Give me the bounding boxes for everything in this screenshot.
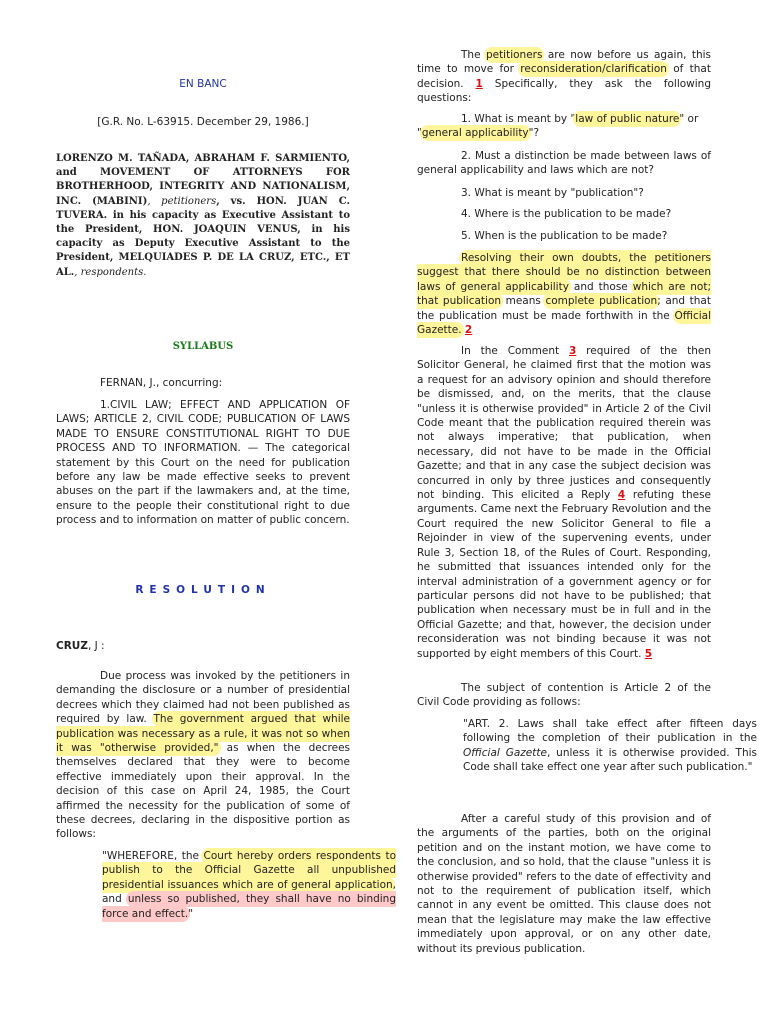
question-1 [417,112,711,141]
respondents-role: , respondents [74,266,144,278]
quote1-text-c: " [188,907,194,920]
rp1-text-a: The [461,49,486,61]
q1-text-b: " or " [417,113,699,140]
highlight-public-nature: law of public nature [575,113,680,125]
case-parties [56,152,350,280]
question-2: 2. Must a distinction be made between laws of general applicability and laws which are not? [417,150,711,177]
highlight-complete-publication: complete publication [545,295,658,308]
right-paragraph-2 [417,251,711,337]
q1-text-c: "? [528,127,540,140]
res-p1-text-b: as when the decrees themselves declared that they were to become effective immediately upon their approval. In the decision of this case on April 24, 1985, the Court affirmed the necessity for the publication of some of these decrees, declaring in the dispositive portion as follows: [56,742,350,841]
highlight-which-are-not: which are not; that publication [417,280,711,308]
article-2-quote [417,717,765,775]
quote1-text-a: "WHEREFORE, the [102,850,204,862]
petitioners-role: , petitioners [147,195,217,207]
art-text-a: "ART. 2. Laws shall take effect after fifteen days following the completion of their publication in the [463,718,757,745]
highlight-binding-force: unless so published, they shall have no binding force and effect. [102,893,397,920]
rp1-text-d: Specifically, they ask the following questions: [417,77,711,105]
case-number: [G.R. No. L-63915. December 29, 1986.] [97,116,309,128]
quote1-text-b: , and [102,878,396,906]
syllabus-heading: SYLLABUS [172,341,234,352]
rp1-text-b: are now before us again, this time to move for [417,49,711,76]
footnote-link-3[interactable]: 3 [569,345,577,357]
ponente-line [56,639,350,653]
rp2-text-c: ; and that the publication must be made forthwith in the [417,295,711,322]
q1-text-a: 1. What is meant by " [461,113,576,125]
vs-respondents: , vs. HON. JUAN C. TUVERA. in his capacity as Executive Assistant to the President, HON. JOAQUIN VENUS, in his capacity as Deputy Executive Assistant to the President, MELQUIADES P. DE LA CRUZ, ETC., ET AL. [56,195,350,278]
rp3-text-b: required of the then Solicitor General, he claimed first that the motion was a request for an advisory opinion and should therefore be dismissed, and, on the merits, that the clause "unless it is otherwise provided" in Article 2 of the Civil Code meant that the publication required therein was not always imperative; that publication, when necessary, did not have to be made in the Official Gazette; and that in any case the subject decision was concurred in only by three justices and consequently not binding. This elicited a Reply [417,345,711,502]
highlight-general-applicability: general applicability [421,127,529,140]
question-3: 3. What is meant by "publication"? [461,187,644,199]
parties-end: . [143,266,147,278]
rp1-text-c: of that decision. [417,63,711,90]
ponente-name: CRUZ [56,640,88,652]
resolution-heading: RESOLUTION [135,584,271,596]
footnote-link-4[interactable]: 4 [617,489,626,502]
highlight-resolving-doubts: Resolving their own doubts, the petitioners suggest that there should be no distinction between laws of general applicability [417,252,711,293]
syllabus-item-1: 1.CIVIL LAW; EFFECT AND APPLICATION OF LAWS; ARTICLE 2, CIVIL CODE; PUBLICATION OF LAWS MADE TO ENSURE CONSTITUTIONAL RIGHT TO DUE PROCESS AND TO INFORMATION. — The categorical statement by this Court on the need for publication before any law be made effective seeks to prevent abuses on the part if the lawmakers and, at the time, ensure to the people their constitutional right to due process and to information on matter of public concern. [56,399,350,527]
highlight-reconsideration: reconsideration/clarification [520,63,667,76]
highlight-official-gazette: Official Gazette. [417,309,711,337]
right-paragraph-5: After a careful study of this provision and of the arguments of the parties, both on the original petition and on the instant motion, we have come to the conclusion, and so hold, that the clause "unless it is otherwise provided" refers to the date of effectivity and not to the requirement of publication itself, which cannot in any event be omitted. This clause does not mean that the legislature may make the law effective immediately upon approval, or on any other date, without its previous publication. [417,813,711,955]
art-text-b: , unless it is otherwise provided. This Code shall take effect one year after such publication." [463,746,757,774]
petitioners-names: LORENZO M. TAÑADA, ABRAHAM F. SARMIENTO, and MOVEMENT OF ATTORNEYS FOR BROTHERHOOD, INTEGRITY AND NATIONALISM, INC. (MABINI) [56,153,350,207]
art-official-gazette: Official Gazette [463,746,547,759]
rp2-text-b: means [501,295,546,308]
right-paragraph-4: The subject of contention is Article 2 of the Civil Code providing as follows: [417,682,711,709]
question-5: 5. When is the publication to be made? [461,230,668,242]
concurring-line: FERNAN, J., concurring: [100,377,223,389]
right-paragraph-1 [417,48,711,106]
highlight-court-order: Court hereby orders respondents to publish to the Official Gazette all unpublished presidential issuances which are of general application [102,850,397,891]
highlight-government-argument: The government argued that while publication was necessary as a rule, it was not so when it was "otherwise provided," [56,713,350,755]
rp2-text-a: and those [568,280,633,293]
question-4: 4. Where is the publication to be made? [461,208,672,220]
res-p1-text-a: Due process was invoked by the petitioners in demanding the disclosure or a number of presidential decrees which they claimed had not been published as required by law. [56,670,350,726]
highlight-petitioners: petitioners [485,49,543,61]
footnote-link-1[interactable]: 1 [475,77,483,90]
en-banc-label: EN BANC [179,78,227,90]
ponente-suffix: , J : [87,640,105,652]
rp3-text-c: refuting these arguments. Came next the February Revolution and the Court required the new Solicitor General to file a Rejoinder in view of the supervening events, under Rule 3, Section 18, of the Rules of Court. Responding, he submitted that issuances intended only for the interval administration of a government agency or for particular persons did not have to be published; that publication when necessary must be in full and in the Official Gazette; and that, however, the decision under reconsideration was not binding because it was not supported by eight members of this Court. [417,489,711,660]
footnote-link-2[interactable]: 2 [464,324,473,337]
footnote-link-5[interactable]: 5 [644,647,653,660]
dispositive-quote [56,849,404,921]
resolution-paragraph-1 [56,669,350,842]
right-paragraph-3 [417,344,711,661]
rp3-text-a: In the Comment [461,345,570,357]
